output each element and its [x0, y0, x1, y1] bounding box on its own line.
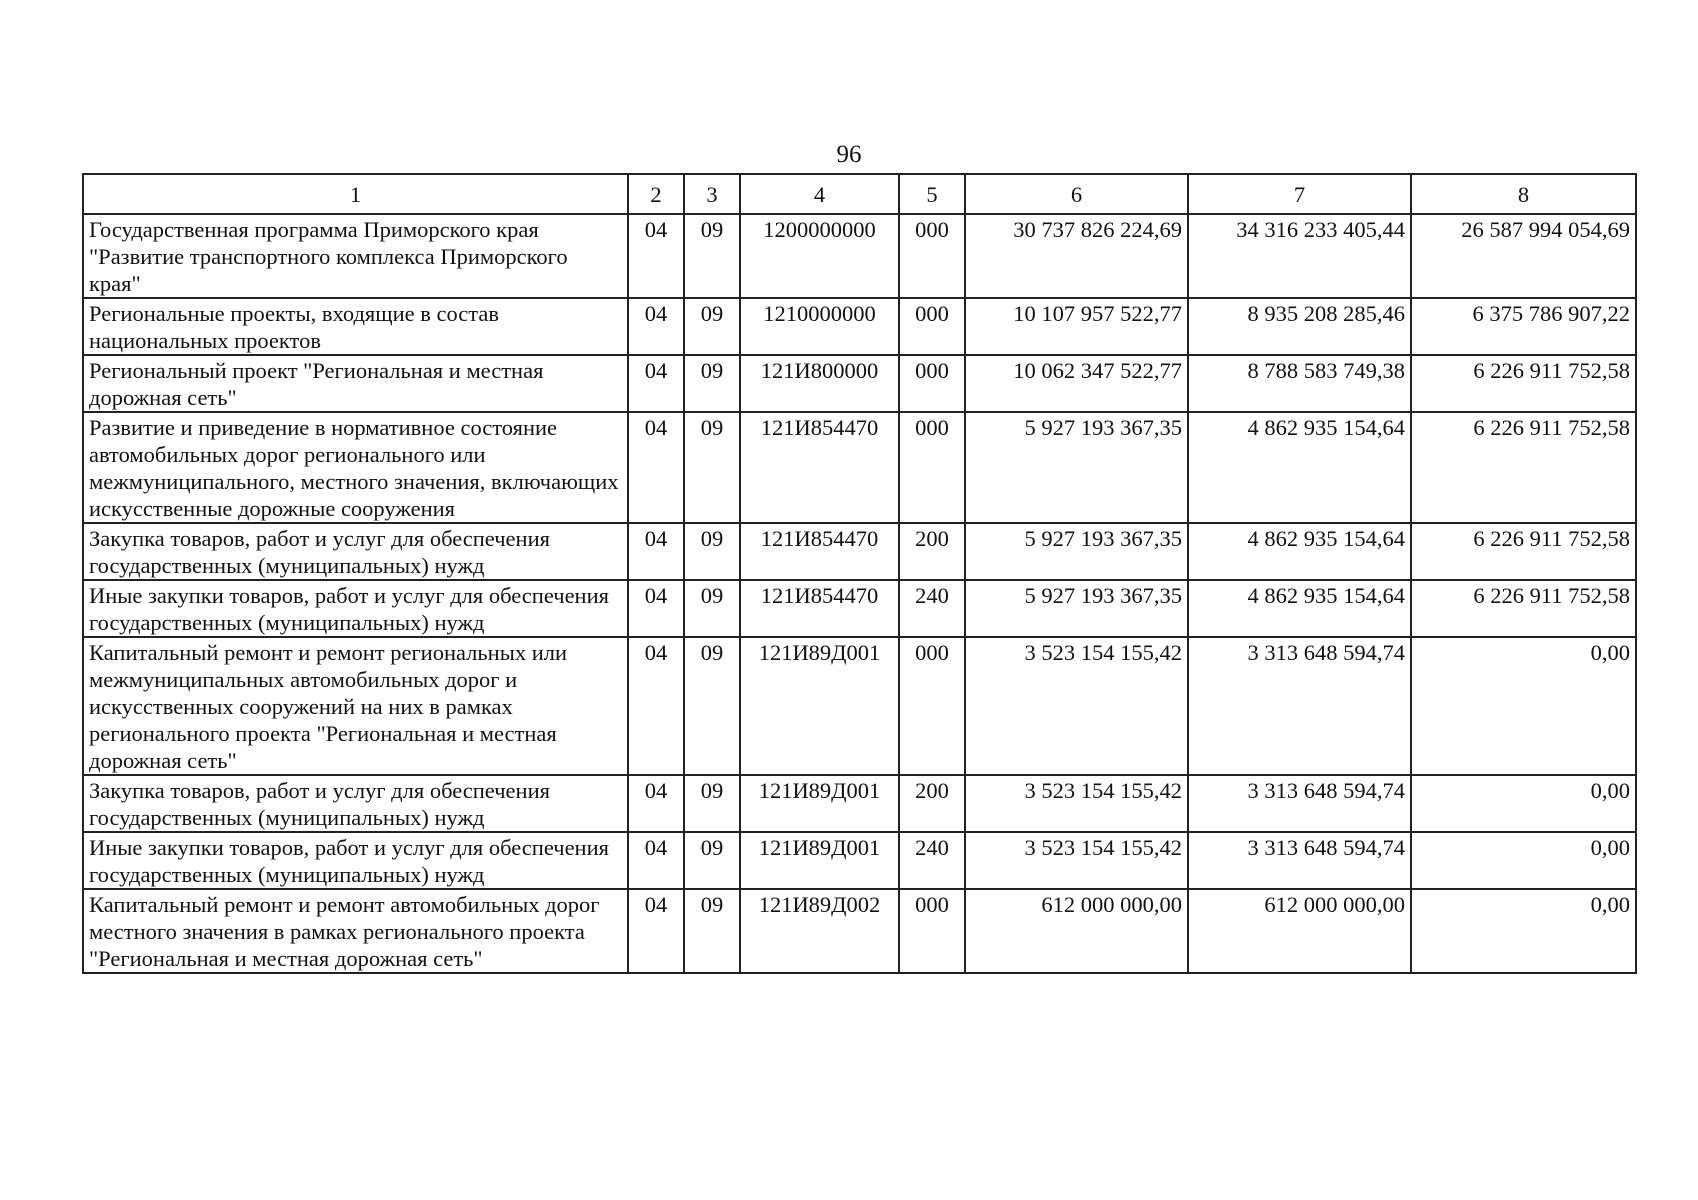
row-name: Региональные проекты, входящие в состав национальных проектов — [83, 298, 628, 355]
table-row — [83, 889, 1636, 973]
row-name: Капитальный ремонт и ремонт региональных или межмуниципальных автомобильных дорог и искусственных сооружений на них в рамках регионального проекта "Региональная и местная дорожная сеть" — [83, 637, 628, 775]
amount-col6: 3 523 154 155,42 — [965, 637, 1188, 775]
subsection-code: 09 — [684, 580, 740, 637]
amount-col8: 6 226 911 752,58 — [1411, 355, 1636, 412]
section-code: 04 — [628, 523, 684, 580]
column-header: 1 — [83, 174, 628, 214]
expense-type-code: 000 — [899, 412, 965, 523]
section-code: 04 — [628, 832, 684, 889]
expense-type-code: 200 — [899, 523, 965, 580]
expense-type-code: 240 — [899, 580, 965, 637]
budget-table — [82, 173, 1637, 974]
section-code: 04 — [628, 889, 684, 973]
amount-col6: 10 107 957 522,77 — [965, 298, 1188, 355]
table-row — [83, 523, 1636, 580]
amount-col6: 3 523 154 155,42 — [965, 775, 1188, 832]
target-article-code: 121И854470 — [740, 580, 899, 637]
subsection-code: 09 — [684, 355, 740, 412]
expense-type-code: 000 — [899, 214, 965, 298]
expense-type-code: 000 — [899, 298, 965, 355]
column-header: 6 — [965, 174, 1188, 214]
amount-col8: 6 226 911 752,58 — [1411, 580, 1636, 637]
subsection-code: 09 — [684, 775, 740, 832]
amount-col7: 4 862 935 154,64 — [1188, 412, 1411, 523]
section-code: 04 — [628, 355, 684, 412]
amount-col6: 30 737 826 224,69 — [965, 214, 1188, 298]
row-name: Закупка товаров, работ и услуг для обеспечения государственных (муниципальных) нужд — [83, 775, 628, 832]
row-name: Капитальный ремонт и ремонт автомобильных дорог местного значения в рамках регионального проекта "Региональная и местная дорожная сеть" — [83, 889, 628, 973]
table-row — [83, 637, 1636, 775]
subsection-code: 09 — [684, 412, 740, 523]
subsection-code: 09 — [684, 298, 740, 355]
subsection-code: 09 — [684, 637, 740, 775]
amount-col7: 612 000 000,00 — [1188, 889, 1411, 973]
target-article-code: 121И89Д002 — [740, 889, 899, 973]
column-header: 7 — [1188, 174, 1411, 214]
subsection-code: 09 — [684, 523, 740, 580]
section-code: 04 — [628, 637, 684, 775]
expense-type-code: 000 — [899, 637, 965, 775]
amount-col8: 6 375 786 907,22 — [1411, 298, 1636, 355]
section-code: 04 — [628, 775, 684, 832]
table-row — [83, 775, 1636, 832]
amount-col7: 3 313 648 594,74 — [1188, 637, 1411, 775]
column-header: 5 — [899, 174, 965, 214]
amount-col6: 5 927 193 367,35 — [965, 523, 1188, 580]
amount-col6: 5 927 193 367,35 — [965, 580, 1188, 637]
column-header: 8 — [1411, 174, 1636, 214]
amount-col6: 10 062 347 522,77 — [965, 355, 1188, 412]
table-row — [83, 298, 1636, 355]
amount-col7: 8 788 583 749,38 — [1188, 355, 1411, 412]
amount-col6: 3 523 154 155,42 — [965, 832, 1188, 889]
table-row — [83, 214, 1636, 298]
amount-col7: 8 935 208 285,46 — [1188, 298, 1411, 355]
target-article-code: 1210000000 — [740, 298, 899, 355]
expense-type-code: 240 — [899, 832, 965, 889]
subsection-code: 09 — [684, 889, 740, 973]
table-row — [83, 355, 1636, 412]
target-article-code: 121И89Д001 — [740, 775, 899, 832]
column-header: 3 — [684, 174, 740, 214]
row-name: Государственная программа Приморского края "Развитие транспортного комплекса Приморского края" — [83, 214, 628, 298]
row-name: Иные закупки товаров, работ и услуг для обеспечения государственных (муниципальных) нужд — [83, 832, 628, 889]
target-article-code: 121И854470 — [740, 412, 899, 523]
section-code: 04 — [628, 412, 684, 523]
target-article-code: 121И89Д001 — [740, 832, 899, 889]
amount-col7: 3 313 648 594,74 — [1188, 832, 1411, 889]
row-name: Региональный проект "Региональная и местная дорожная сеть" — [83, 355, 628, 412]
amount-col8: 0,00 — [1411, 637, 1636, 775]
amount-col7: 4 862 935 154,64 — [1188, 580, 1411, 637]
subsection-code: 09 — [684, 214, 740, 298]
column-header: 2 — [628, 174, 684, 214]
amount-col6: 612 000 000,00 — [965, 889, 1188, 973]
expense-type-code: 000 — [899, 355, 965, 412]
section-code: 04 — [628, 580, 684, 637]
expense-type-code: 200 — [899, 775, 965, 832]
table-row — [83, 580, 1636, 637]
section-code: 04 — [628, 298, 684, 355]
target-article-code: 121И89Д001 — [740, 637, 899, 775]
row-name: Иные закупки товаров, работ и услуг для обеспечения государственных (муниципальных) нужд — [83, 580, 628, 637]
amount-col8: 0,00 — [1411, 889, 1636, 973]
amount-col8: 0,00 — [1411, 775, 1636, 832]
amount-col7: 4 862 935 154,64 — [1188, 523, 1411, 580]
table-row — [83, 412, 1636, 523]
amount-col7: 34 316 233 405,44 — [1188, 214, 1411, 298]
target-article-code: 121И800000 — [740, 355, 899, 412]
amount-col6: 5 927 193 367,35 — [965, 412, 1188, 523]
amount-col8: 6 226 911 752,58 — [1411, 523, 1636, 580]
column-header: 4 — [740, 174, 899, 214]
section-code: 04 — [628, 214, 684, 298]
page-number: 96 — [836, 141, 862, 168]
target-article-code: 1200000000 — [740, 214, 899, 298]
amount-col7: 3 313 648 594,74 — [1188, 775, 1411, 832]
table-row — [83, 832, 1636, 889]
amount-col8: 26 587 994 054,69 — [1411, 214, 1636, 298]
amount-col8: 0,00 — [1411, 832, 1636, 889]
row-name: Развитие и приведение в нормативное состояние автомобильных дорог регионального или межмуниципального, местного значения, включающих искусственные дорожные сооружения — [83, 412, 628, 523]
target-article-code: 121И854470 — [740, 523, 899, 580]
expense-type-code: 000 — [899, 889, 965, 973]
row-name: Закупка товаров, работ и услуг для обеспечения государственных (муниципальных) нужд — [83, 523, 628, 580]
header-row — [83, 174, 1636, 214]
amount-col8: 6 226 911 752,58 — [1411, 412, 1636, 523]
subsection-code: 09 — [684, 832, 740, 889]
